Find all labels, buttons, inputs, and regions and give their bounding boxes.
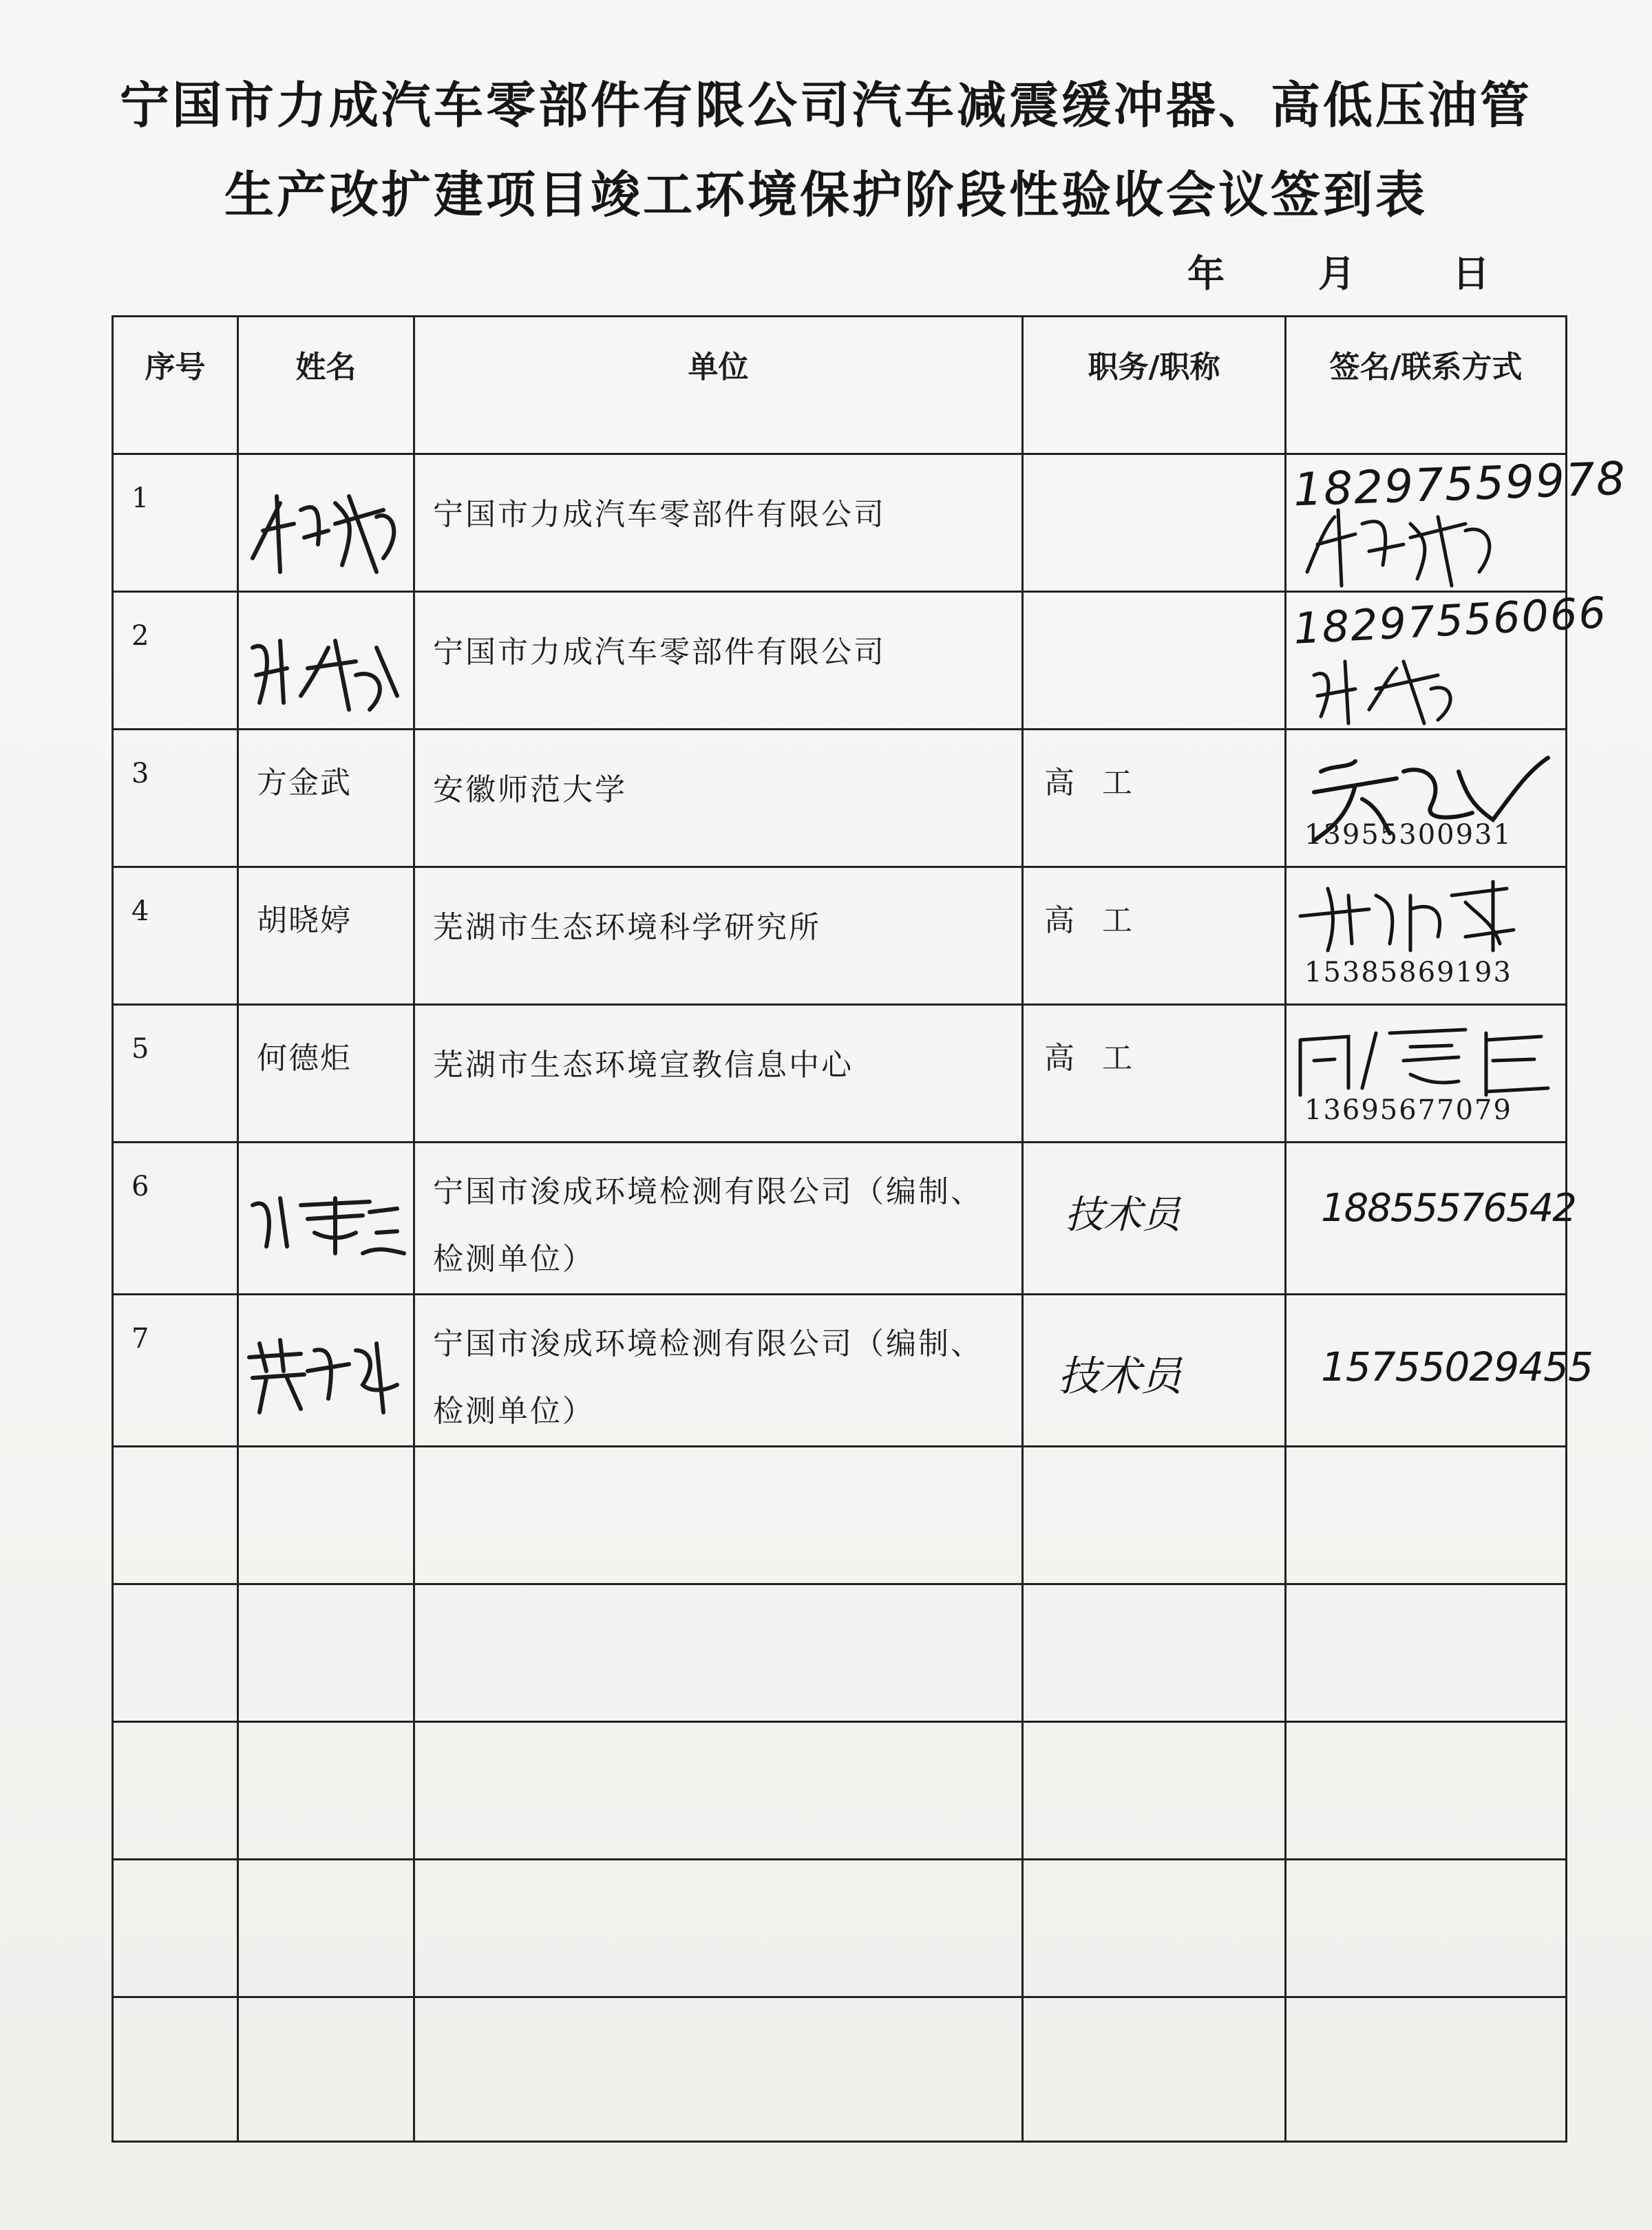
unit-text: [415, 1143, 1021, 1293]
name-text: 方金武: [257, 765, 352, 800]
header-title: 职务/职称: [1023, 317, 1286, 454]
handwritten-title: 技术员: [1058, 1352, 1182, 1401]
sign-cell: [1286, 730, 1567, 867]
handwritten-name-signature: [239, 593, 415, 730]
title-cell: [1023, 592, 1286, 730]
unit-text: 宁国市力成汽车零部件有限公司: [433, 635, 886, 670]
empty-table-row: [113, 1722, 1567, 1860]
empty-table-row: [113, 1584, 1567, 1722]
sign-cell: [1286, 867, 1567, 1005]
handwritten-title: 技术员: [1065, 1193, 1180, 1238]
table-row: [113, 1143, 1567, 1295]
document-title-line1: 宁国市力成汽车零部件有限公司汽车减震缓冲器、高低压油管: [119, 76, 1532, 134]
name-cell: [238, 1143, 414, 1295]
table-row: [113, 1295, 1567, 1447]
handwritten-name-signature: [239, 1295, 415, 1433]
empty-table-row: [113, 1447, 1567, 1584]
handwritten-name-signature: [239, 1143, 415, 1281]
handwritten-name-signature: [239, 455, 415, 593]
document-title-line2: 生产改扩建项目竣工环境保护阶段性验收会议签到表: [224, 166, 1428, 224]
row-number: 2: [131, 620, 149, 652]
header-sign: 签名/联系方式: [1286, 317, 1567, 454]
table-row: [113, 730, 1567, 867]
name-cell: [238, 454, 414, 592]
sign-cell: [1286, 452, 1628, 592]
header-no: 序号: [113, 317, 238, 454]
title-text: 高工: [1044, 903, 1160, 938]
table-row: [113, 592, 1567, 730]
sign-cell: [1286, 1005, 1567, 1143]
unit-text: 宁国市力成汽车零部件有限公司: [433, 497, 886, 532]
title-cell: [1023, 1295, 1286, 1447]
sign-cell: [1286, 1295, 1593, 1447]
row-number: 4: [131, 895, 149, 927]
unit-text: [415, 1295, 1021, 1445]
header-unit: 单位: [414, 317, 1023, 454]
unit-text: 芜湖市生态环境科学研究所: [433, 910, 821, 945]
table-header-row: [113, 317, 1567, 454]
date-day-label: 日: [1452, 252, 1490, 295]
date-year-label: 年: [1187, 252, 1225, 295]
header-name: 姓名: [238, 317, 414, 454]
title-text: 高工: [1044, 765, 1160, 800]
phone-number: 13695677079: [1304, 1094, 1512, 1126]
unit-text-line1: 宁国市浚成环境检测有限公司（编制、: [433, 1174, 983, 1209]
title-text: 高工: [1044, 1041, 1160, 1076]
row-number: 1: [131, 482, 149, 514]
phone-number: 13955300931: [1304, 819, 1512, 851]
handwritten-phone: 15755029455: [1321, 1344, 1593, 1390]
table-row: [113, 1005, 1567, 1143]
table-row: [113, 867, 1567, 1005]
phone-number: 15385869193: [1304, 957, 1512, 988]
title-cell: [1023, 1143, 1286, 1295]
handwritten-phone: 18297556066: [1292, 587, 1609, 654]
row-number: 3: [131, 758, 149, 789]
table-row: [113, 454, 1567, 592]
unit-text-line2: 检测单位）: [433, 1394, 595, 1429]
title-cell: [1023, 454, 1286, 592]
empty-table-row: [113, 1997, 1567, 2142]
empty-table-row: [113, 1860, 1567, 1997]
handwritten-phone: 18297559978: [1292, 452, 1628, 517]
row-number: 6: [131, 1171, 149, 1202]
name-cell: [238, 592, 414, 730]
sign-in-table: [112, 315, 1628, 2143]
row-number: 7: [131, 1323, 149, 1355]
handwritten-signature: [1286, 593, 1567, 730]
unit-text-line2: 检测单位）: [433, 1242, 595, 1277]
unit-text-line1: 宁国市浚成环境检测有限公司（编制、: [433, 1326, 983, 1361]
name-text: 胡晓婷: [257, 903, 352, 938]
sign-cell: [1286, 587, 1609, 730]
date-month-label: 月: [1318, 252, 1355, 295]
unit-text: 安徽师范大学: [433, 772, 627, 807]
unit-text: 芜湖市生态环境宣教信息中心: [433, 1048, 854, 1083]
name-text: 何德炬: [257, 1041, 352, 1076]
row-number: 5: [131, 1033, 149, 1065]
name-cell: [238, 1295, 414, 1447]
handwritten-signature: [1286, 455, 1567, 593]
handwritten-phone: 18855576542: [1321, 1186, 1576, 1231]
sign-cell: [1286, 1143, 1576, 1295]
